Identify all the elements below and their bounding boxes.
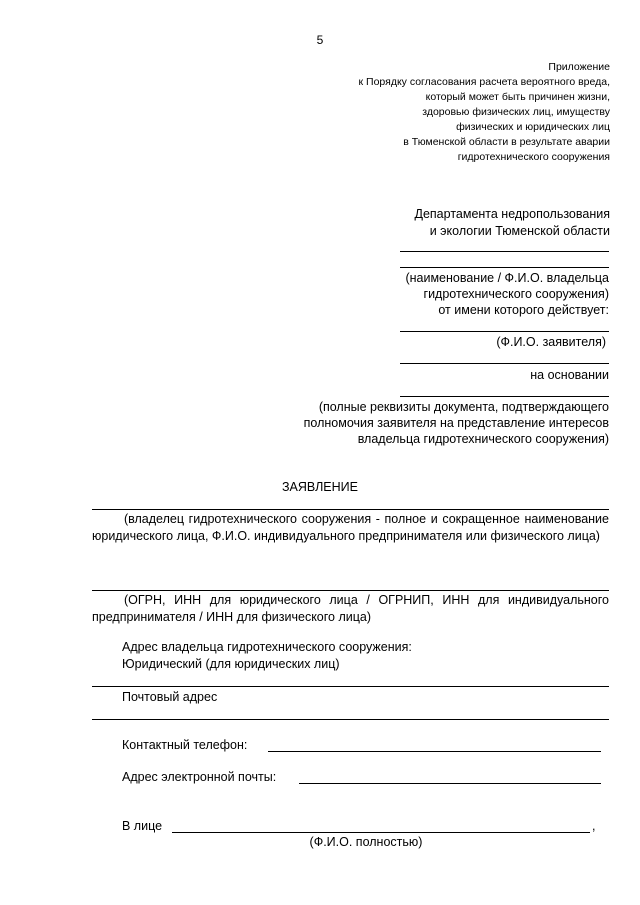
owner-field-line[interactable] <box>92 509 609 510</box>
owner-hint <box>405 270 609 318</box>
owner-name-line-2[interactable] <box>400 267 609 268</box>
fullname-line[interactable] <box>172 832 590 833</box>
document-hint-line: (полные реквизиты документа, подтверждающего <box>318 400 609 414</box>
in-person-label: В лице <box>122 819 163 833</box>
owner-name-line-1[interactable] <box>400 251 609 252</box>
owner-hint-line: (наименование / Ф.И.О. владельца <box>405 271 609 285</box>
document-hint <box>304 399 609 447</box>
fullname-hint: (Ф.И.О. полностью) <box>309 835 423 849</box>
ids-field-line[interactable] <box>92 590 609 591</box>
email-label: Адрес электронной почты: <box>122 770 277 784</box>
appendix-line: здоровью физических лиц, имуществу <box>422 106 610 118</box>
page-number: 5 <box>316 33 324 47</box>
postal-address-label: Почтовый адрес <box>122 690 218 704</box>
comma: , <box>592 819 596 833</box>
email-line[interactable] <box>299 783 601 784</box>
appendix-line: физических и юридических лиц <box>456 121 610 133</box>
document-title: ЗАЯВЛЕНИЕ <box>281 480 358 494</box>
document-hint-line: полномочия заявителя на представление интересов <box>303 416 609 430</box>
appendix-line: Приложение <box>548 61 610 73</box>
department-name <box>310 206 610 240</box>
applicant-extra-line[interactable] <box>400 363 609 364</box>
appendix-line: к Порядку согласования расчета вероятного вреда, <box>358 76 610 88</box>
applicant-name-line[interactable] <box>400 331 609 332</box>
appendix-line: в Тюменской области в результате аварии <box>403 136 610 148</box>
owner-hint-line: гидротехнического сооружения) <box>423 287 609 301</box>
phone-line[interactable] <box>268 751 601 752</box>
department-line: и экологии Тюменской области <box>429 224 610 238</box>
owner-note: (владелец гидротехнического сооружения - полное и сокращенное наименование юридического лица, Ф.И.О. индивидуального предпринимателя или физического лица) <box>92 512 609 543</box>
basis-label: на основании <box>530 368 609 382</box>
basis-document-line[interactable] <box>400 396 609 397</box>
address-title: Адрес владельца гидротехнического сооружения: <box>122 640 412 654</box>
appendix-line: гидротехнического сооружения <box>457 151 610 163</box>
postal-address-line[interactable] <box>92 719 609 720</box>
applicant-hint: (Ф.И.О. заявителя) <box>496 335 606 349</box>
department-line: Департамента недропользования <box>414 207 610 221</box>
phone-label: Контактный телефон: <box>122 738 248 752</box>
appendix-line: который может быть причинен жизни, <box>425 91 610 103</box>
document-hint-line: владельца гидротехнического сооружения) <box>357 432 609 446</box>
legal-address-line[interactable] <box>92 686 609 687</box>
legal-address-label: Юридический (для юридических лиц) <box>122 657 340 671</box>
appendix-header <box>280 60 610 165</box>
owner-hint-line: от имени которого действует: <box>438 303 609 317</box>
ids-note: (ОГРН, ИНН для юридического лица / ОГРНИП, ИНН для индивидуального предпринимателя / ИНН для физического лица) <box>92 593 609 624</box>
